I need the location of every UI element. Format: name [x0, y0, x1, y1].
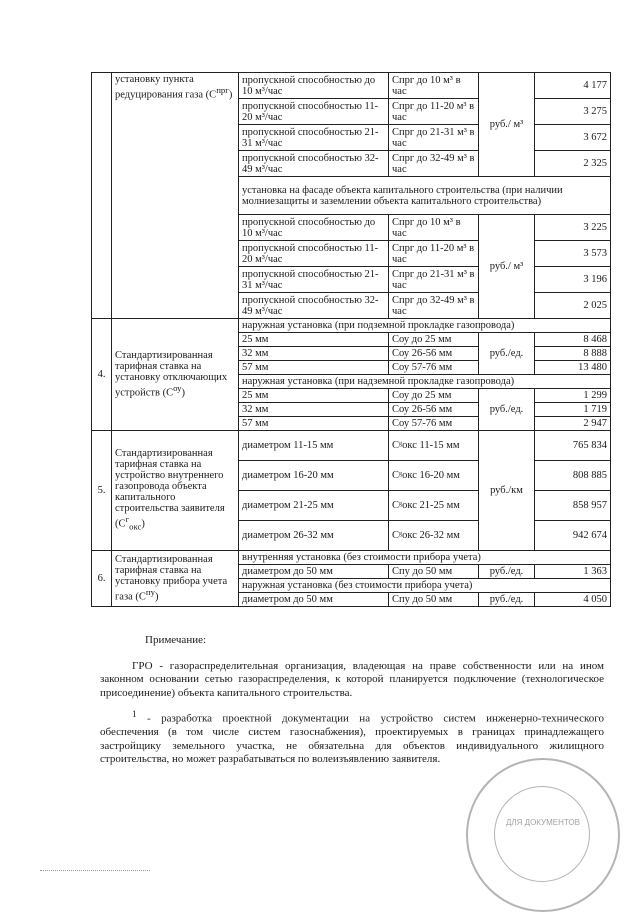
seal-stamp	[466, 758, 620, 912]
code-cell: Соу 57-76 мм	[389, 361, 479, 375]
value-cell: 13 480	[535, 361, 611, 375]
value-cell: 2 325	[535, 151, 611, 177]
value-cell: 3 672	[535, 125, 611, 151]
desc-cell: 57 мм	[239, 417, 389, 431]
value-cell: 765 834	[535, 431, 611, 461]
code-cell: Соу до 25 мм	[389, 333, 479, 347]
code-cell: Спрг до 21-31 м³ в час	[389, 267, 479, 293]
code-cell: Соу до 25 мм	[389, 389, 479, 403]
row-name-cell: Стандартизированная тарифная ставка на установку отключающих устройств $(С^{оу})$	[112, 319, 239, 431]
row-number-cell: 6.	[92, 551, 112, 607]
unit-cell: руб./ед.	[479, 389, 535, 431]
desc-cell: пропускной способностью 11-20 м³/час	[239, 99, 389, 125]
code-cell: Сᵍокс 16-20 мм	[389, 461, 479, 491]
code-cell: Соу 26-56 мм	[389, 403, 479, 417]
unit-cell: руб./ед.	[479, 593, 535, 607]
desc-cell: 57 мм	[239, 361, 389, 375]
code-cell: Соу 26-56 мм	[389, 347, 479, 361]
code-cell: Спрг до 32-49 м³ в час	[389, 293, 479, 319]
unit-cell: руб./ м³	[479, 73, 535, 177]
subheader-cell: наружная установка (при подземной прокладке газопровода)	[239, 319, 611, 333]
subheader-cell: наружная установка (без стоимости прибора учета)	[239, 579, 611, 593]
value-cell: 3 275	[535, 99, 611, 125]
row-number-cell	[92, 73, 112, 319]
value-cell: 3 225	[535, 215, 611, 241]
seal-text: ДЛЯ ДОКУМЕНТОВ	[505, 818, 580, 827]
code-cell: Спрг до 10 м³ в час	[389, 73, 479, 99]
unit-cell: руб./км	[479, 431, 535, 551]
value-cell: 942 674	[535, 521, 611, 551]
row-number-cell: 4.	[92, 319, 112, 431]
desc-cell: диаметром 21-25 мм	[239, 491, 389, 521]
unit-cell: руб./ед.	[479, 333, 535, 375]
value-cell: 3 196	[535, 267, 611, 293]
value-cell: 4 050	[535, 593, 611, 607]
code-cell: Сᵍокс 26-32 мм	[389, 521, 479, 551]
desc-cell: пропускной способностью 21-31 м³/час	[239, 267, 389, 293]
table-row	[92, 431, 611, 461]
unit-cell: руб./ м³	[479, 215, 535, 319]
desc-cell: пропускной способностью 11-20 м³/час	[239, 241, 389, 267]
value-cell: 1 299	[535, 389, 611, 403]
code-cell: Сᵍокс 11-15 мм	[389, 431, 479, 461]
tariff-table	[91, 72, 611, 607]
subheader-cell: внутренняя установка (без стоимости прибора учета)	[239, 551, 611, 565]
note-footnote: $^1$ - разработка проектной документации на устройство систем инженерно-технического обеспечения (в том числе систем газоснабжения), проектируемых в границах принадлежащего застройщику земельного участка, не обязательна для объектов индивидуального жилищного строительства, но может разрабатываться по волеизъявлению заявителя.	[100, 709, 604, 766]
row-number-cell: 5.	[92, 431, 112, 551]
desc-cell: диаметром 16-20 мм	[239, 461, 389, 491]
desc-cell: 32 мм	[239, 347, 389, 361]
bottom-dotted-line	[40, 870, 150, 871]
value-cell: 858 957	[535, 491, 611, 521]
code-cell: Соу 57-76 мм	[389, 417, 479, 431]
notes-label: Примечание:	[145, 634, 207, 646]
desc-cell: диаметром 26-32 мм	[239, 521, 389, 551]
value-cell: 808 885	[535, 461, 611, 491]
desc-cell: 25 мм	[239, 389, 389, 403]
desc-cell: пропускной способностью 32-49 м³/час	[239, 293, 389, 319]
code-cell: Спрг до 32-49 м³ в час	[389, 151, 479, 177]
table-row	[92, 319, 611, 333]
notes-section	[100, 634, 604, 775]
desc-cell: диаметром до 50 мм	[239, 593, 389, 607]
table-row	[92, 73, 611, 99]
code-cell: Спрг до 10 м³ в час	[389, 215, 479, 241]
value-cell: 2 025	[535, 293, 611, 319]
note-gro: ГРО - газораспределительная организация, владеющая на праве собственности или на ином законном основании сетью газораспределения, к которой планируется подключение (технологическое присоединение) объекта капитального строительства.	[100, 659, 604, 699]
value-cell: 1 363	[535, 565, 611, 579]
table-row	[92, 551, 611, 565]
code-cell: Сᵍокс 21-25 мм	[389, 491, 479, 521]
desc-cell: пропускной способностью до 10 м³/час	[239, 73, 389, 99]
value-cell: 8 468	[535, 333, 611, 347]
code-cell: Спрг до 11-20 м³ в час	[389, 241, 479, 267]
code-cell: Спрг до 11-20 м³ в час	[389, 99, 479, 125]
desc-cell: пропускной способностью 32-49 м³/час	[239, 151, 389, 177]
seal-inner-ring	[494, 786, 590, 882]
desc-cell: диаметром 11-15 мм	[239, 431, 389, 461]
row-name-cell: установку пункта редуцирования газа $(С^{прг})$	[112, 73, 239, 319]
row-name-cell: Стандартизированная тарифная ставка на устройство внутреннего газопровода объекта капитального строительства заявителя $(С^г_{окс})$	[112, 431, 239, 551]
code-cell: Спрг до 21-31 м³ в час	[389, 125, 479, 151]
desc-cell: пропускной способностью до 10 м³/час	[239, 215, 389, 241]
desc-cell: 25 мм	[239, 333, 389, 347]
code-cell: Спу до 50 мм	[389, 593, 479, 607]
value-cell: 4 177	[535, 73, 611, 99]
desc-cell: пропускной способностью 21-31 м³/час	[239, 125, 389, 151]
unit-cell: руб./ед.	[479, 565, 535, 579]
value-cell: 3 573	[535, 241, 611, 267]
value-cell: 8 888	[535, 347, 611, 361]
desc-cell: диаметром до 50 мм	[239, 565, 389, 579]
code-cell: Спу до 50 мм	[389, 565, 479, 579]
facade-note-cell: установка на фасаде объекта капитального строительства (при наличии молниезащиты и заземлении объекта капитального строительства)	[239, 177, 611, 215]
subheader-cell: наружная установка (при надземной прокладке газопровода)	[239, 375, 611, 389]
row-name-cell: Стандартизированная тарифная ставка на установку прибора учета газа $(С^{пу})$	[112, 551, 239, 607]
value-cell: 1 719	[535, 403, 611, 417]
desc-cell: 32 мм	[239, 403, 389, 417]
value-cell: 2 947	[535, 417, 611, 431]
